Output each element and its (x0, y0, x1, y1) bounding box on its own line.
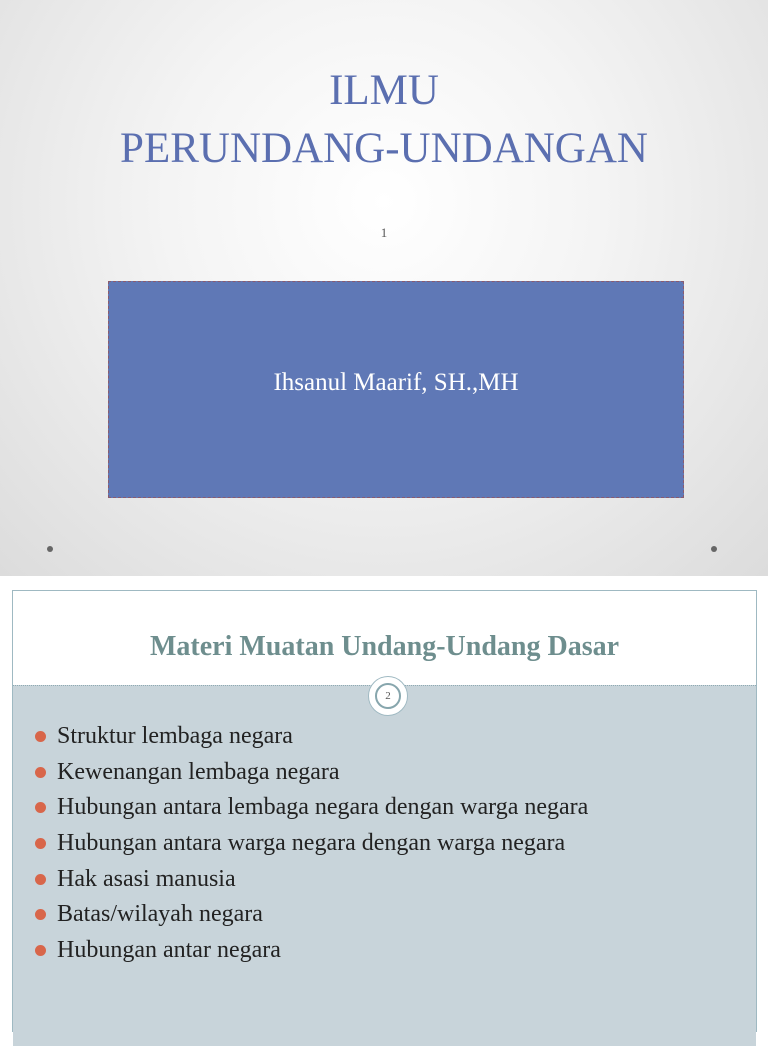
bullet-icon (35, 945, 46, 956)
bullet-icon (35, 838, 46, 849)
bullet-icon (35, 767, 46, 778)
content-slide (0, 576, 768, 1024)
list-item-text: Batas/wilayah negara (57, 901, 263, 928)
list-item-text: Hubungan antar negara (57, 937, 281, 964)
title-line-2: PERUNDANG-UNDANGAN (120, 125, 648, 172)
list-item (35, 828, 588, 864)
list-item-text: Hubungan antara warga negara dengan warga negara (57, 830, 566, 857)
bullet-list (35, 721, 588, 971)
bullet-icon (35, 874, 46, 885)
list-item-text: Struktur lembaga negara (57, 723, 293, 749)
slide-frame (12, 590, 757, 1032)
list-item (35, 792, 588, 828)
slide-number: 1 (380, 225, 388, 240)
author-name: Ihsanul Maarif, SH.,MH (273, 368, 519, 396)
list-item-text: Kewenangan lembaga negara (57, 758, 340, 785)
slide-number-badge (369, 677, 407, 715)
list-item (35, 864, 588, 900)
title-line-1: ILMU (329, 67, 439, 114)
list-item (35, 721, 588, 757)
slide-title: Materi Muatan Undang-Undang Dasar (149, 631, 620, 662)
bullet-icon (35, 909, 46, 920)
bullet-icon (35, 802, 46, 813)
list-item (35, 899, 588, 935)
author-box (108, 281, 684, 498)
decorative-dot-right (711, 546, 717, 552)
list-item (35, 935, 588, 971)
list-item-text: Hak asasi manusia (57, 865, 236, 892)
list-item (35, 757, 588, 793)
slide-title (0, 62, 768, 178)
bullet-icon (35, 731, 46, 742)
decorative-dot-left (47, 546, 53, 552)
slide-number: 2 (375, 683, 401, 709)
list-item-text: Hubungan antara lembaga negara dengan warga negara (57, 794, 589, 821)
